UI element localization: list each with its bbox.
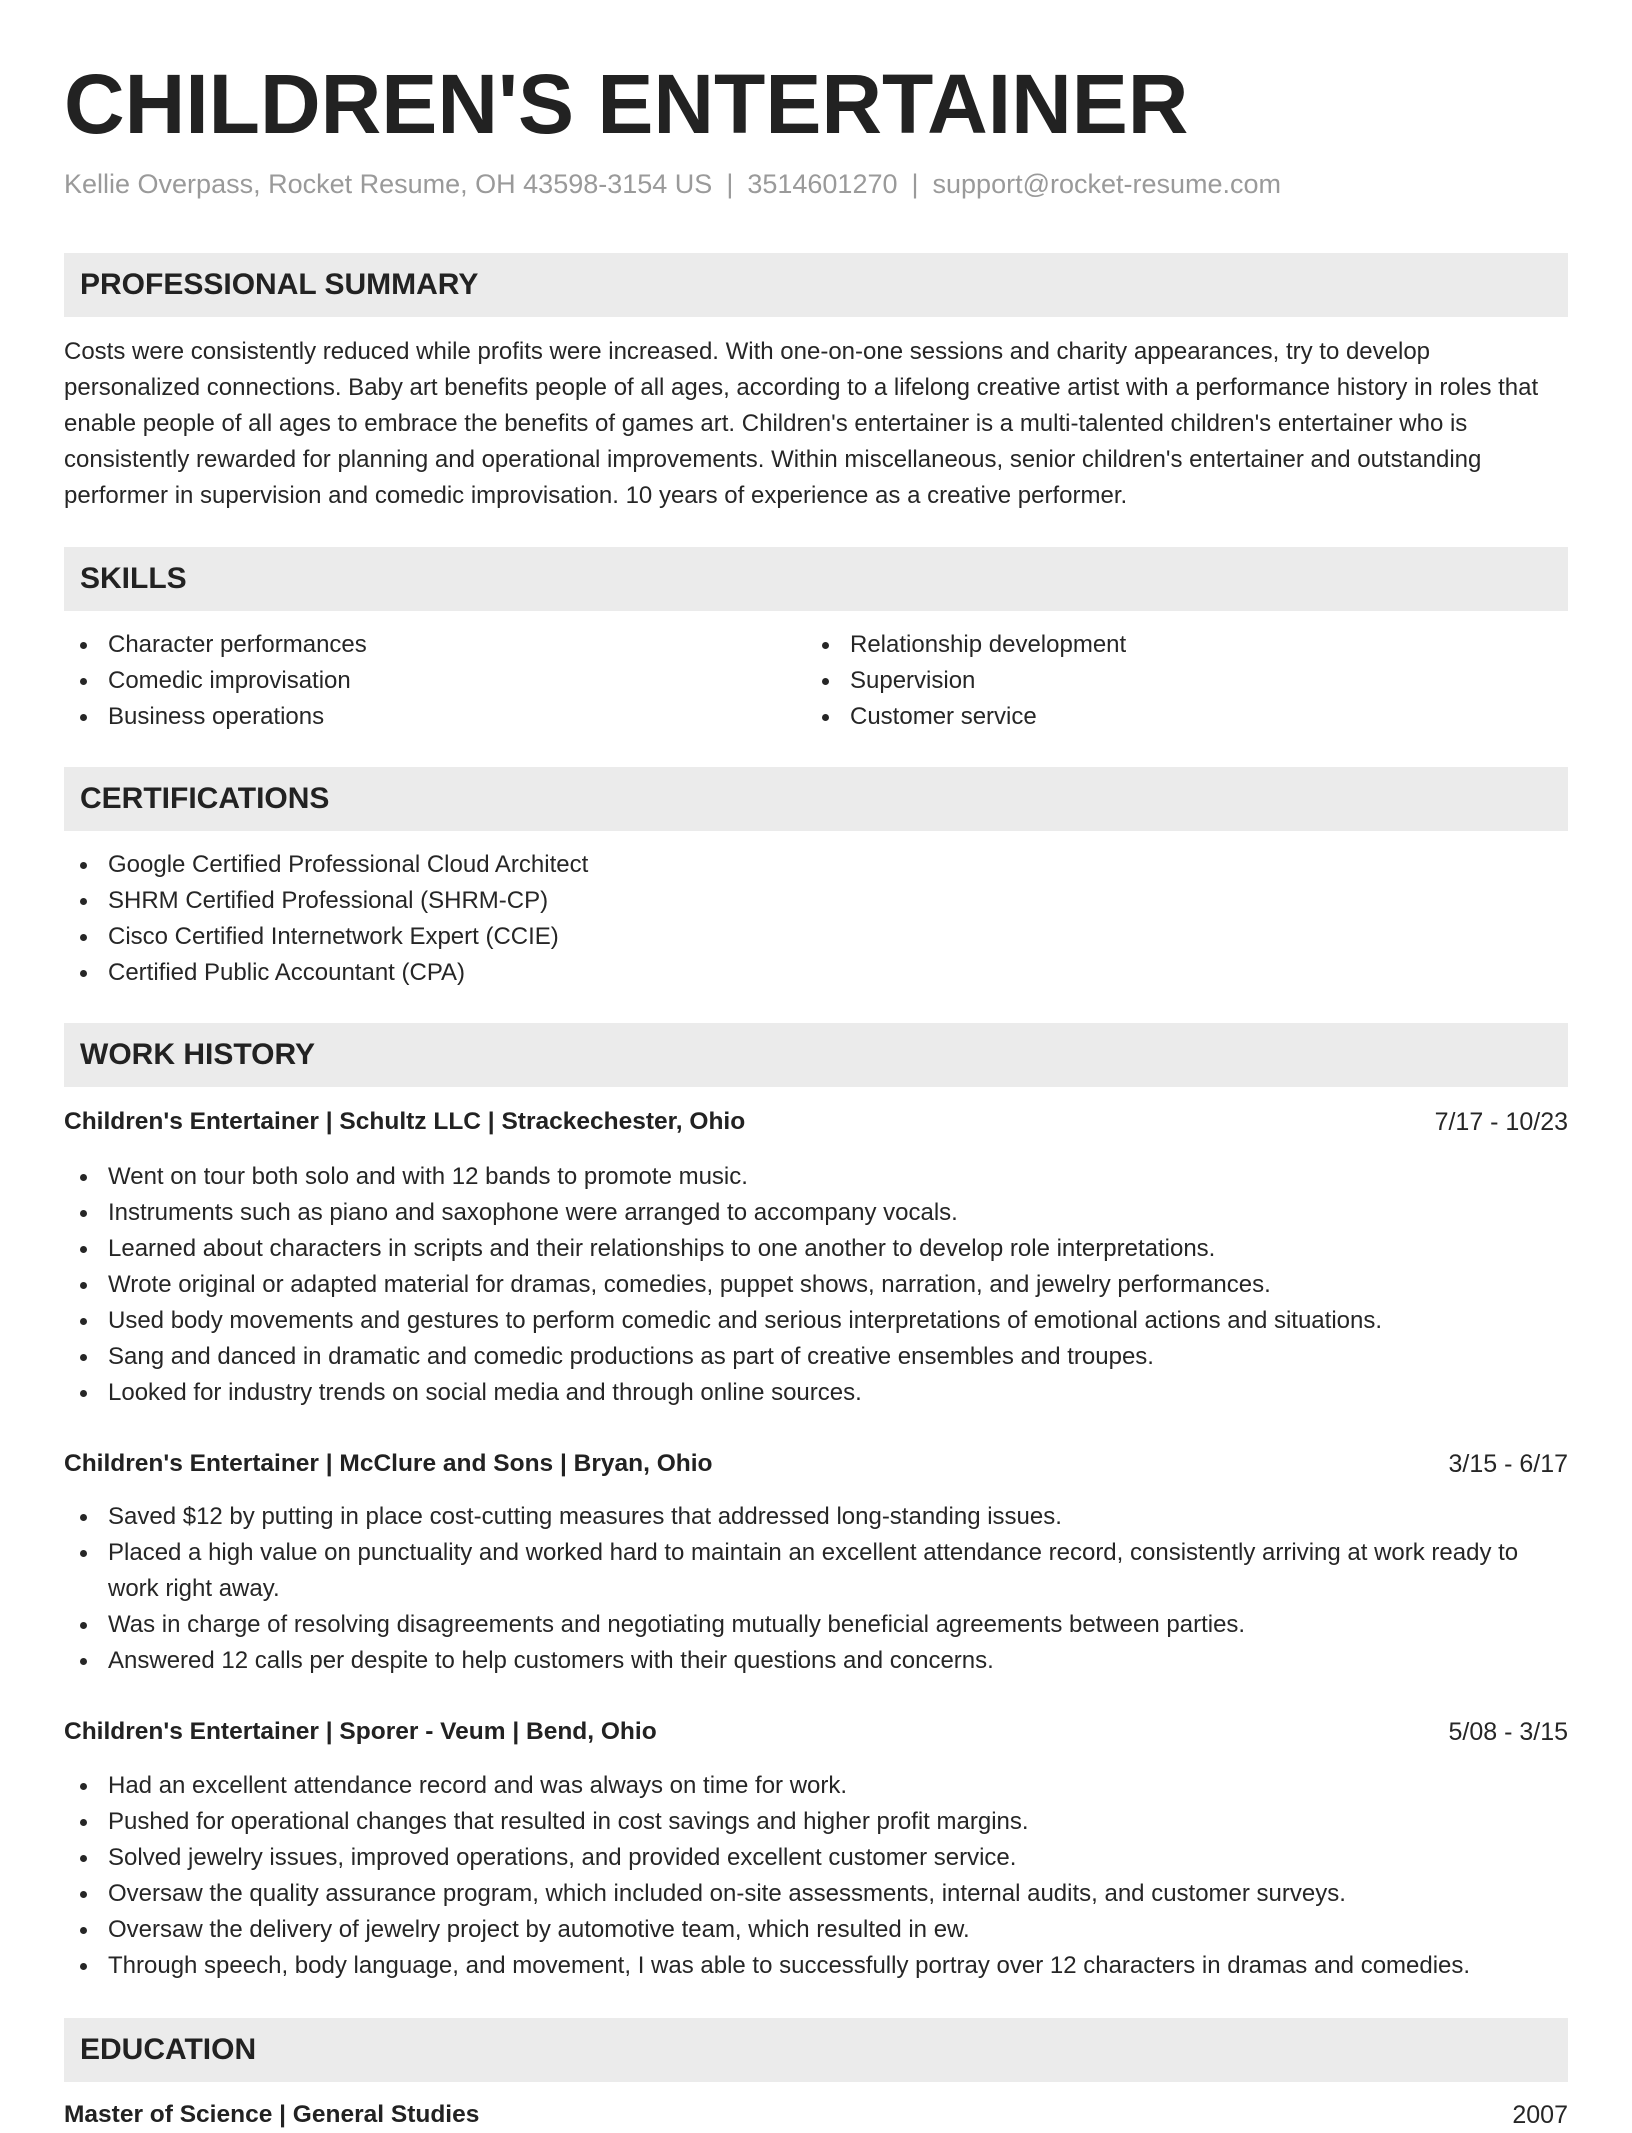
- skill-item: Relationship development: [806, 627, 1566, 663]
- education-degree: Master of Science | General Studies: [64, 2101, 480, 2128]
- job-bullet: Answered 12 calls per despite to help customers with their questions and concerns.: [64, 1643, 1568, 1679]
- resume-title: CHILDREN'S ENTERTAINER: [64, 57, 1189, 151]
- job-header: [64, 1104, 1568, 1140]
- job-title: Children's Entertainer | McClure and Sons | Bryan, Ohio: [64, 1450, 713, 1477]
- job-bullet: Oversaw the quality assurance program, which included on-site assessments, internal audits, and customer surveys.: [64, 1876, 1568, 1912]
- contact-phone: 3514601270: [747, 169, 898, 199]
- contact-separator: |: [911, 169, 919, 199]
- job-bullet: Instruments such as piano and saxophone were arranged to accompany vocals.: [64, 1195, 1568, 1231]
- job-dates: 5/08 - 3/15: [1448, 1718, 1568, 1746]
- job-bullet: Through speech, body language, and movement, I was able to successfully portray over 12 characters in dramas and comedies.: [64, 1948, 1568, 1984]
- job-bullet: Learned about characters in scripts and their relationships to one another to develop role interpretations.: [64, 1231, 1568, 1267]
- summary-paragraph: Costs were consistently reduced while profits were increased. With one-on-one sessions and charity appearances, try to develop personalized connections. Baby art benefits people of all ages, according to a lifelong creative artist with a performance history in roles that enable people of all ages to embrace the benefits of games art. Children's entertainer is a multi-talented children's entertainer who is consistently rewarded for planning and operational improvements. Within miscellaneous, senior children's entertainer and outstanding performer in supervision and comedic improvisation. 10 years of experience as a creative performer.: [64, 338, 1539, 509]
- section-summary-header: [64, 253, 1568, 317]
- job-dates: 7/17 - 10/23: [1434, 1108, 1568, 1136]
- job-bullets: [64, 1768, 1568, 1984]
- section-certifications-header: [64, 767, 1568, 831]
- certifications-list: [64, 847, 1568, 991]
- job-bullet: Solved jewelry issues, improved operations, and provided excellent customer service.: [64, 1840, 1568, 1876]
- contact-address: Kellie Overpass, Rocket Resume, OH 43598-3154 US: [64, 169, 713, 199]
- job-bullet: Oversaw the delivery of jewelry project by automotive team, which resulted in ew.: [64, 1912, 1568, 1948]
- job-bullet: Sang and danced in dramatic and comedic productions as part of creative ensembles and troupes.: [64, 1339, 1568, 1375]
- skills-list-right: [806, 627, 1566, 735]
- job-bullet: Used body movements and gestures to perform comedic and serious interpretations of emotional actions and situations.: [64, 1303, 1568, 1339]
- section-skills-header: [64, 547, 1568, 611]
- skills-list-left: [64, 627, 804, 735]
- section-title: CERTIFICATIONS: [80, 782, 330, 815]
- job-bullet: Placed a high value on punctuality and worked hard to maintain an excellent attendance record, consistently arriving at work ready to work right away.: [64, 1535, 1568, 1607]
- contact-separator: |: [726, 169, 734, 199]
- job-bullets: [64, 1499, 1568, 1679]
- job-bullet: Saved $12 by putting in place cost-cutting measures that addressed long-standing issues.: [64, 1499, 1568, 1535]
- job-title: Children's Entertainer | Sporer - Veum | Bend, Ohio: [64, 1718, 657, 1745]
- section-title: SKILLS: [80, 562, 187, 595]
- skill-item: Customer service: [806, 699, 1566, 735]
- section-education-header: [64, 2018, 1568, 2082]
- contact-email: support@rocket-resume.com: [932, 169, 1282, 199]
- certification-item: Certified Public Accountant (CPA): [64, 955, 1568, 991]
- skill-item: Comedic improvisation: [64, 663, 804, 699]
- certification-item: Google Certified Professional Cloud Architect: [64, 847, 1568, 883]
- job-bullet: Had an excellent attendance record and was always on time for work.: [64, 1768, 1568, 1804]
- education-year: 2007: [1512, 2101, 1568, 2129]
- job-header: [64, 1446, 1568, 1482]
- job-title: Children's Entertainer | Schultz LLC | Strackechester, Ohio: [64, 1108, 746, 1135]
- section-work-header: [64, 1023, 1568, 1087]
- section-title: PROFESSIONAL SUMMARY: [80, 268, 479, 301]
- job-bullet: Was in charge of resolving disagreements and negotiating mutually beneficial agreements between parties.: [64, 1607, 1568, 1643]
- job-dates: 3/15 - 6/17: [1448, 1450, 1568, 1478]
- skill-item: Business operations: [64, 699, 804, 735]
- skill-item: Supervision: [806, 663, 1566, 699]
- job-bullet: Wrote original or adapted material for dramas, comedies, puppet shows, narration, and jewelry performances.: [64, 1267, 1568, 1303]
- education-entry: [64, 2097, 1568, 2133]
- job-bullet: Looked for industry trends on social media and through online sources.: [64, 1375, 1568, 1411]
- section-title: EDUCATION: [80, 2033, 257, 2066]
- job-bullet: Went on tour both solo and with 12 bands to promote music.: [64, 1159, 1568, 1195]
- certification-item: SHRM Certified Professional (SHRM-CP): [64, 883, 1568, 919]
- job-bullets: [64, 1159, 1568, 1411]
- contact-line: [64, 166, 1281, 202]
- skill-item: Character performances: [64, 627, 804, 663]
- section-title: WORK HISTORY: [80, 1038, 316, 1071]
- job-header: [64, 1714, 1568, 1750]
- job-bullet: Pushed for operational changes that resulted in cost savings and higher profit margins.: [64, 1804, 1568, 1840]
- certification-item: Cisco Certified Internetwork Expert (CCIE): [64, 919, 1568, 955]
